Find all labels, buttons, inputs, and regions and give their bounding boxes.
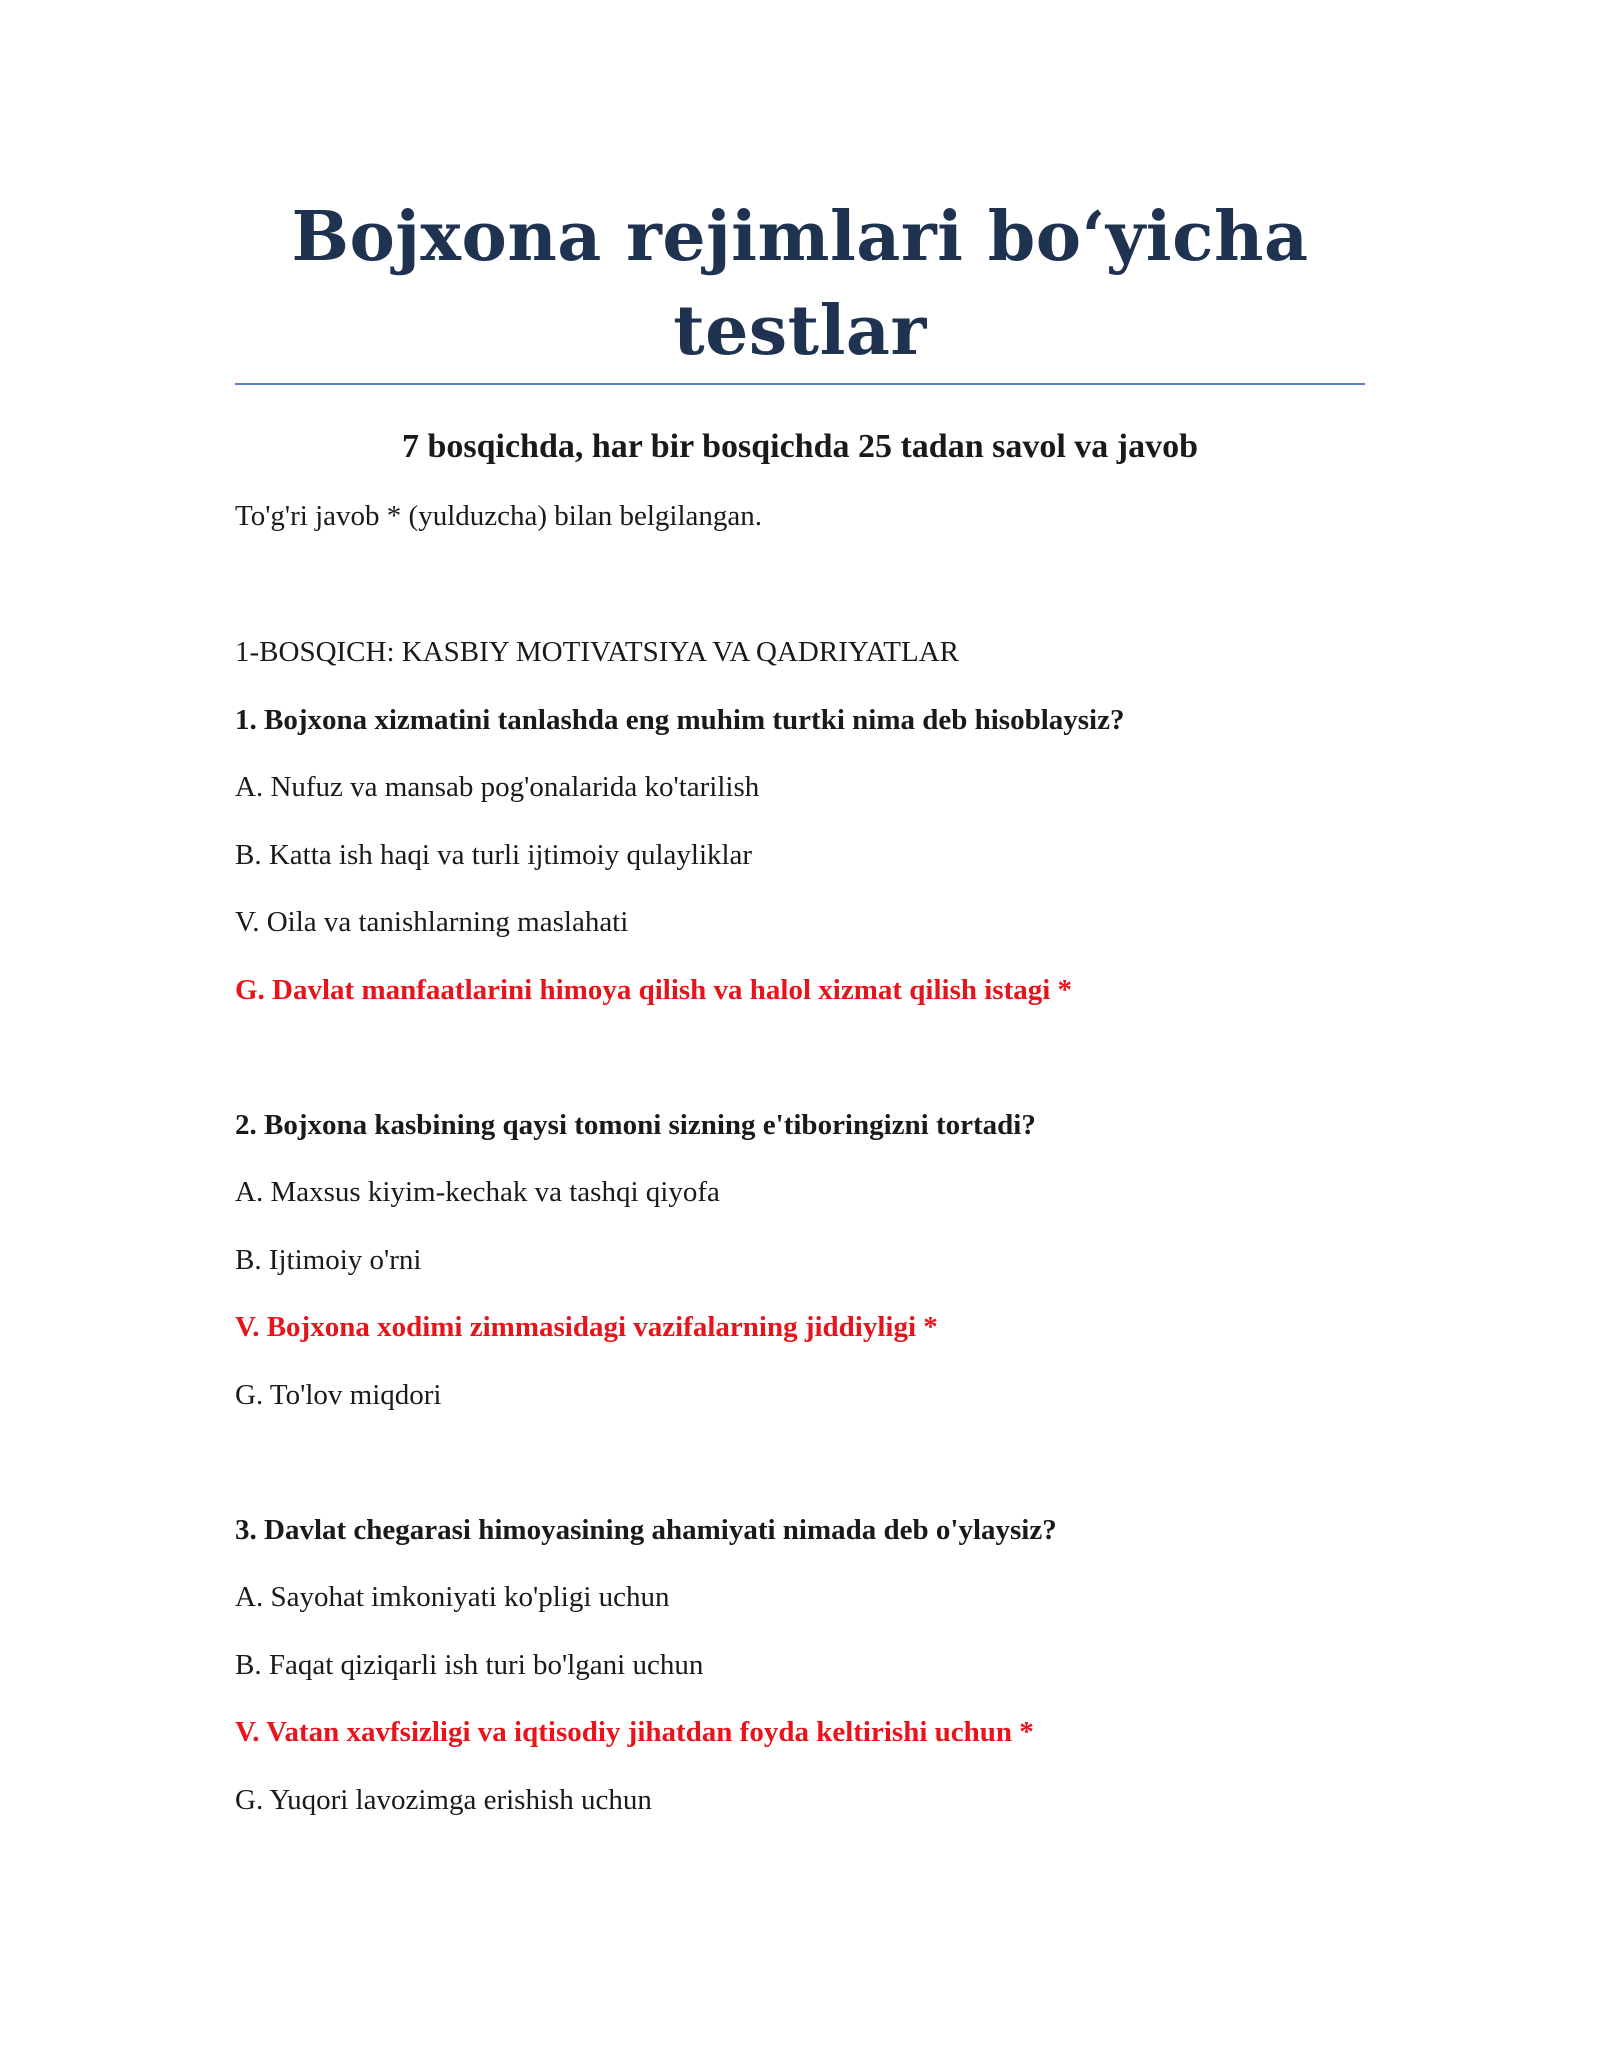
document-subtitle: 7 bosqichda, har bir bosqichda 25 tadan savol va javob [401, 428, 1199, 465]
question-1-option-b: B. Katta ish haqi va turli ijtimoiy qulayliklar [235, 839, 753, 871]
title-divider [235, 383, 1365, 385]
question-1-option-a: A. Nufuz va mansab pog'onalarida ko'tarilish [235, 771, 760, 803]
question-2-option-v-correct: V. Bojxona xodimi zimmasidagi vazifalarning jiddiyligi * [235, 1311, 938, 1343]
question-1-option-g-correct: G. Davlat manfaatlarini himoya qilish va halol xizmat qilish istagi * [235, 974, 1073, 1006]
question-2-option-g: G. To'lov miqdori [235, 1379, 442, 1411]
question-3-option-v-correct: V. Vatan xavfsizligi va iqtisodiy jihatdan foyda keltirishi uchun * [235, 1716, 1034, 1748]
title-line-2: testlar [673, 291, 927, 371]
section-heading: 1-BOSQICH: KASBIY MOTIVATSIYA VA QADRIYATLAR [235, 636, 960, 668]
question-1: 1. Bojxona xizmatini tanlashda eng muhim turtki nima deb hisoblaysiz? [235, 704, 1125, 736]
question-2-option-a: A. Maxsus kiyim-kechak va tashqi qiyofa [235, 1176, 720, 1208]
question-3: 3. Davlat chegarasi himoyasining ahamiyati nimada deb o'ylaysiz? [235, 1514, 1057, 1546]
question-2: 2. Bojxona kasbining qaysi tomoni sizning e'tiboringizni tortadi? [235, 1109, 1036, 1141]
document-title [235, 190, 1365, 378]
question-3-option-b: B. Faqat qiziqarli ish turi bo'lgani uchun [235, 1649, 704, 1681]
question-3-option-g: G. Yuqori lavozimga erishish uchun [235, 1784, 652, 1816]
title-line-1: Bojxona rejimlari bo‘yicha [291, 197, 1309, 277]
question-1-option-v: V. Oila va tanishlarning maslahati [235, 906, 629, 938]
question-2-option-b: B. Ijtimoiy o'rni [235, 1244, 422, 1276]
answer-note: To'g'ri javob * (yulduzcha) bilan belgilangan. [235, 500, 763, 532]
question-3-option-a: A. Sayohat imkoniyati ko'pligi uchun [235, 1581, 670, 1613]
